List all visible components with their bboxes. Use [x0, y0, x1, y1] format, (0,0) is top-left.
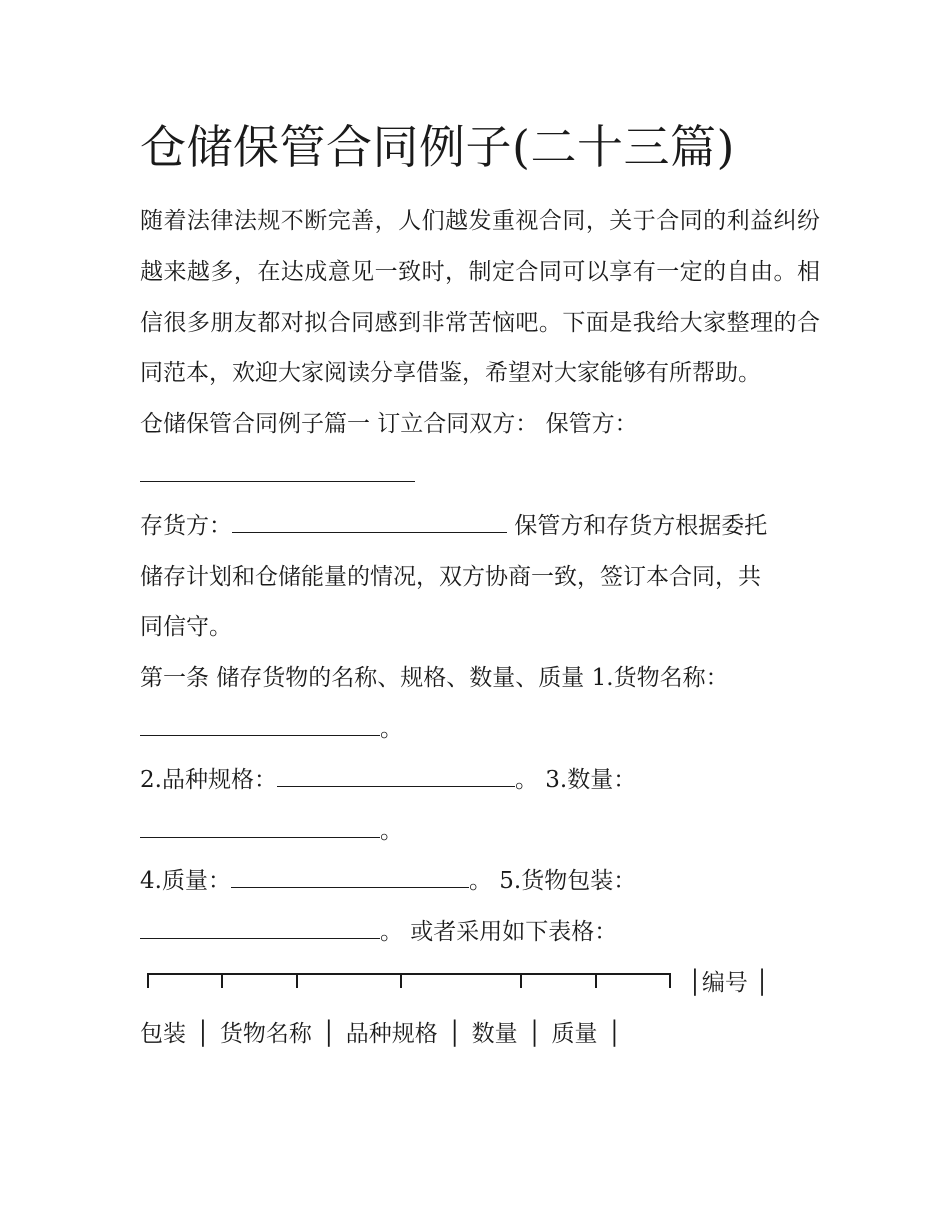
quantity-period: 。 [380, 817, 403, 844]
quantity-blank [140, 815, 380, 838]
depositor-label: 存货方： [140, 512, 232, 539]
table-intro: 。 或者采用如下表格： [380, 919, 618, 946]
depositor-after: 保管方和存货方根据委托 [507, 512, 768, 539]
quantity-label: 。 3.数量： [514, 766, 637, 793]
table-separator: │ [527, 1020, 542, 1047]
quality-label: 4.质量： [140, 868, 231, 895]
custodian-blank-line [140, 450, 820, 501]
table-header-row [140, 1009, 820, 1060]
spec-quantity-line [140, 755, 820, 806]
spec-blank [277, 764, 515, 787]
quality-blank [231, 866, 469, 889]
agreement-line-2: 储存计划和仓储能量的情况，双方协商一致，签订本合同，共 [140, 563, 761, 590]
table-separator: │ [447, 1020, 462, 1047]
document-title: 仓储保管合同例子(二十三篇) [140, 120, 735, 174]
table-header-packaging: 包装 [140, 1020, 186, 1047]
table-header-quality: 质量 [551, 1020, 598, 1047]
intro-paragraph: 随着法律法规不断完善，人们越发重视合同，关于合同的利益纠纷越来越多，在达成意见一致时，制定合同可以享有一定的自由。相信很多朋友都对拟合同感到非常苦恼吧。下面是我给大家整理的合同范本，欢迎大家阅读分享借鉴，希望对大家能够有所帮助。 [140, 208, 820, 387]
packaging-label: 。 5.货物包装： [468, 868, 637, 895]
table-top-border [140, 972, 680, 996]
table-separator: │ [321, 1020, 336, 1047]
goods-name-period: 。 [380, 715, 403, 742]
table-header-quantity: 数量 [471, 1020, 518, 1047]
section1-heading: 仓储保管合同例子篇一 订立合同双方： 保管方： [140, 411, 638, 438]
goods-name-blank-line [140, 704, 820, 755]
table-separator: │ [196, 1020, 210, 1047]
table-header-goods-name: 货物名称 [219, 1020, 312, 1047]
table-header-serial: │编号 │ [688, 969, 770, 996]
document-body [140, 196, 820, 1060]
packaging-blank-line [140, 907, 820, 958]
table-header-spec: 品种规格 [345, 1020, 438, 1047]
packaging-blank [140, 916, 380, 939]
custodian-blank [140, 459, 415, 482]
agreement-line-3: 同信守。 [140, 614, 232, 641]
depositor-blank [232, 510, 507, 533]
goods-name-blank [140, 713, 380, 736]
depositor-line [140, 501, 820, 552]
spec-label: 2.品种规格： [140, 766, 277, 793]
table-separator: │ [607, 1020, 622, 1047]
article1-heading: 第一条 储存货物的名称、规格、数量、质量 1.货物名称： [140, 665, 729, 692]
table-top-border-line [140, 958, 820, 1009]
quality-packaging-line [140, 856, 820, 907]
quantity-blank-line [140, 806, 820, 857]
